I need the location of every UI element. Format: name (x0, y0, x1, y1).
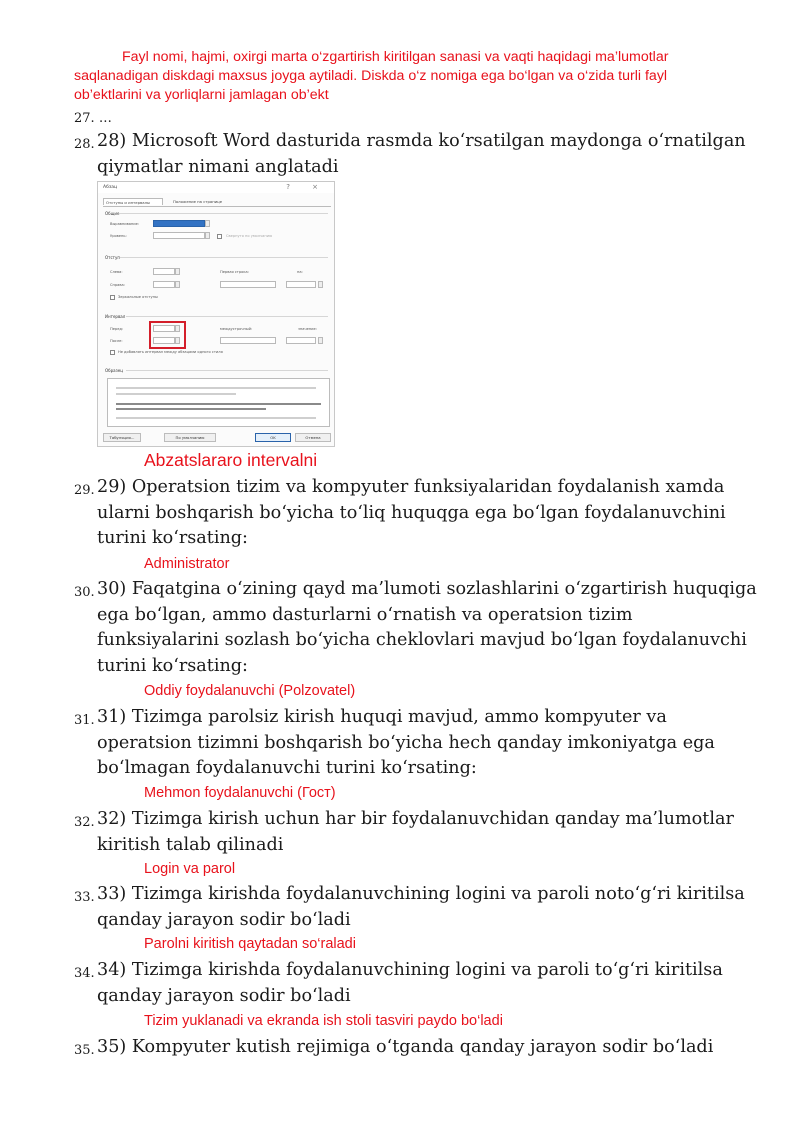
answer-31: Mehmon foydalanuvchi (Гост) (144, 785, 336, 801)
question-text: 30) Faqatgina o‘zining qayd ma’lumoti sozlashlarini o‘zgartirish huquqiga ega bo‘lgan, ammo dasturlarni o‘rnatish va operatsion tizim funksiyalarini sozlash bo‘yicha cheklovlari mavjud bo‘lgan foydalanuvchi turini ko‘rsating: (97, 579, 757, 676)
indent-left-label: Слева: (110, 270, 123, 274)
answer-32: Login va parol (144, 861, 236, 877)
first-line-label: Первая строка: (220, 270, 249, 274)
preview-line (116, 393, 236, 395)
divider (126, 370, 328, 371)
question-number: 29. (74, 483, 95, 498)
section-indent-label: Отступ (105, 255, 120, 260)
outline-level-dropdown (205, 232, 210, 239)
dialog-window-buttons: ? × (286, 183, 328, 191)
section-preview-label: Образец (105, 368, 123, 373)
red-highlight-frame (149, 321, 186, 349)
answer-28: Abzatslararo intervalni (144, 450, 318, 470)
answer-34: Tizim yuklanadi va ekranda ish stoli tasviri paydo bo‘ladi (144, 1013, 503, 1029)
question-text: 28) Microsoft Word dasturida rasmda ko‘rsatilgan maydonga o‘rnatilgan qiymatlar nimani anglatadi (97, 131, 746, 177)
dialog-titlebar (98, 182, 334, 193)
question-number: 34. (74, 966, 95, 981)
dialog-tabs (103, 198, 331, 207)
line-spacing-label: междустрочный: (220, 327, 253, 331)
preview-line (116, 417, 316, 419)
alignment-label: Выравнивание: (110, 222, 140, 226)
first-line-select (220, 281, 276, 288)
item-27-number: 27. (74, 111, 95, 126)
preview-box (107, 378, 330, 427)
tab-line-page-breaks: Положение на странице (173, 199, 223, 204)
section-general-label: Общие (105, 211, 120, 216)
question-number: 31. (74, 713, 95, 728)
at-input (286, 337, 316, 344)
question-number: 35. (74, 1043, 95, 1058)
item-27-text: … (98, 111, 112, 126)
indent-right-input (153, 281, 175, 288)
collapsed-checkbox (217, 234, 222, 239)
question-text: 34) Tizimga kirishda foydalanuvchining logini va paroli to‘g‘ri kiritilsa qanday jarayon sodir bo‘ladi (97, 960, 723, 1006)
collapsed-label: Свернуто по умолчанию (226, 234, 273, 238)
mirror-indents-checkbox (110, 295, 115, 300)
at-spinner (318, 337, 323, 344)
by-input (286, 281, 316, 288)
answer-33: Parolni kiritish qaytadan so‘raladi (144, 936, 356, 952)
indent-left-input (153, 268, 175, 275)
cancel-button: Отмена (295, 433, 331, 442)
preview-line (116, 403, 321, 405)
preview-line (116, 408, 266, 410)
question-text: 31) Tizimga parolsiz kirish huquqi mavjud, ammo kompyuter va operatsion tizimni boshqarish bo‘yicha hech qanday imkoniyatga ega bo‘lmagan foydalanuvchi turini ko‘rsating: (97, 707, 715, 778)
question-text: 32) Tizimga kirish uchun har bir foydalanuvchidan qanday ma’lumotlar kiritish talab qilinadi (97, 809, 734, 855)
by-spinner (318, 281, 323, 288)
divider (120, 257, 328, 258)
spacing-after-label: После: (110, 339, 123, 343)
mirror-indents-label: Зеркальные отступы (118, 295, 158, 299)
outline-level-select (153, 232, 205, 239)
question-number: 33. (74, 890, 95, 905)
at-label: значение: (298, 327, 317, 331)
no-space-label: Не добавлять интервал между абзацами одного стиля (118, 350, 223, 354)
answer-30: Oddiy foydalanuvchi (Polzovatel) (144, 683, 356, 699)
word-paragraph-dialog-image (97, 181, 335, 447)
question-number: 32. (74, 815, 95, 830)
question-text: 33) Tizimga kirishda foydalanuvchining logini va paroli noto‘g‘ri kiritilsa qanday jarayon sodir bo‘ladi (97, 884, 745, 930)
indent-left-spinner (175, 268, 180, 275)
tabs-button: Табуляция... (103, 433, 141, 442)
spacing-before-label: Перед: (110, 327, 124, 331)
default-button: По умолчанию (164, 433, 216, 442)
question-number: 28. (74, 137, 95, 152)
question-number: 30. (74, 585, 95, 600)
item-27 (74, 111, 112, 126)
dialog-title: Абзац (103, 185, 118, 190)
section-spacing-label: Интервал (105, 314, 126, 319)
indent-right-label: Справа: (110, 283, 125, 287)
line-spacing-select (220, 337, 276, 344)
indent-right-spinner (175, 281, 180, 288)
ok-button: OK (255, 433, 291, 442)
alignment-select (153, 220, 205, 227)
alignment-dropdown (205, 220, 210, 227)
question-text: 35) Kompyuter kutish rejimiga o‘tganda qanday jarayon sodir bo‘ladi (97, 1037, 714, 1057)
question-text: 29) Operatsion tizim va kompyuter funksiyalaridan foydalanish xamda ularni boshqarish bo‘yicha to‘liq huquqga ega bo‘lgan foydalanuvchini turini ko‘rsating: (97, 477, 726, 548)
outline-level-label: Уровень: (110, 234, 127, 238)
answer-29: Administrator (144, 556, 230, 572)
divider (126, 316, 328, 317)
divider (120, 213, 328, 214)
intro-answer-text: Fayl nomi, hajmi, oxirgi marta o‘zgartirish kiritilgan sanasi va vaqti haqidagi ma’lumotlar saqlanadigan diskdagi maxsus joyga aytiladi. Diskda o‘z nomiga ega bo‘lgan va o‘zida turli fayl ob’ektlarini va yorliqlarni jamlagan ob’ekt (74, 49, 669, 103)
preview-line (116, 387, 316, 389)
no-space-checkbox (110, 350, 115, 355)
tab-indents-spacing: Отступы и интервалы (103, 198, 163, 205)
by-label: на: (297, 270, 303, 274)
